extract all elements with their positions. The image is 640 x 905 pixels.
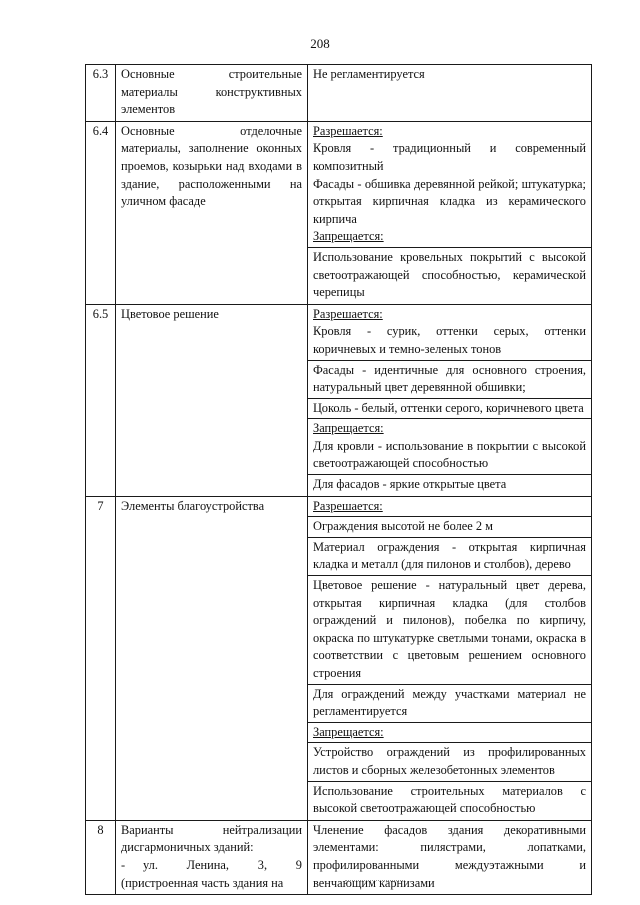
row-number: 7 xyxy=(86,496,116,820)
list-dash: - xyxy=(121,857,126,872)
allowed-heading: Разрешается: xyxy=(313,306,383,321)
requirement-text: Для кровли - использование в покрытии с высокой светоотражающей способностью xyxy=(313,438,586,471)
requirement-divider xyxy=(308,418,592,438)
requirement-text: Кровля - сурик, оттенки серых, оттенки коричневых и темно-зеленых тонов xyxy=(313,324,586,356)
forbidden-heading: Запрещается: xyxy=(313,724,384,739)
element-name: Основные отделочные материалы, заполнение оконных проемов, козырьки над входами в здание, расположенными на уличном фасаде xyxy=(116,121,308,304)
requirements-cell xyxy=(308,820,592,894)
requirement-divider xyxy=(308,360,592,397)
requirement-text: Не регламентируется xyxy=(313,67,425,81)
allowed-heading: Разрешается: xyxy=(313,498,383,513)
requirement-text: Фасады - идентичные для основного строения, натуральный цвет деревянной обшивки; xyxy=(313,362,586,395)
requirement-divider xyxy=(308,742,592,779)
element-name xyxy=(116,820,308,894)
requirement-divider xyxy=(308,247,592,302)
requirements-cell xyxy=(308,496,592,820)
element-name: Элементы благоустройства xyxy=(116,496,308,820)
requirement-divider xyxy=(308,537,592,574)
requirement-text: Устройство ограждений из профилированных листов и сборных железобетонных элементов xyxy=(313,745,586,777)
requirement-divider xyxy=(308,684,592,721)
row-number: 6.4 xyxy=(86,121,116,304)
requirement-text: Цветовое решение - натуральный цвет дерева, открытая кирпичная кладка (для столбов ограждений и пилонов), побелка по кирпичу, окраска по штукатурке светлыми тонами, окраска в соответствии с цветовым решением основного строения xyxy=(313,578,586,680)
table-row xyxy=(86,65,592,122)
element-name-line xyxy=(121,857,302,892)
requirement-text: Ограждения высотой не более 2 м xyxy=(313,519,494,534)
element-name-text: ул. Ленина, 3, 9 (пристроенная часть здания на xyxy=(121,857,302,890)
table-row xyxy=(86,496,592,820)
requirement-divider xyxy=(308,575,592,683)
row-number: 6.5 xyxy=(86,304,116,496)
requirement-text: Кровля - традиционный и современный композитный xyxy=(313,141,586,173)
element-name-line: Варианты нейтрализации дисгармоничных зданий: xyxy=(121,822,302,855)
requirement-divider xyxy=(308,474,592,494)
page-number: 208 xyxy=(310,36,330,51)
requirements-cell xyxy=(308,304,592,496)
allowed-heading: Разрешается: xyxy=(313,123,383,138)
requirement-text: Для фасадов - яркие открытые цвета xyxy=(313,477,507,492)
forbidden-heading: Запрещается: xyxy=(313,421,384,436)
regulations-table xyxy=(85,64,592,895)
requirement-text: Цоколь - белый, оттенки серого, коричневого цвета xyxy=(313,400,584,415)
requirements-cell xyxy=(308,121,592,304)
requirement-divider xyxy=(308,398,592,418)
table-row xyxy=(86,304,592,496)
element-name: Основные строительные материалы конструктивных элементов xyxy=(116,65,308,122)
element-name: Цветовое решение xyxy=(116,304,308,496)
bottom-dotted-mark xyxy=(345,880,405,882)
table-row xyxy=(86,121,592,304)
requirement-text: Членение фасадов здания декоративными элементами: пилястрами, лопатками, профилированными междуэтажными и венчающим карнизами xyxy=(313,822,586,890)
requirement-text: Фасады - обшивка деревянной рейкой; штукатурка; открытая кирпичная кладка из керамического кирпича xyxy=(313,176,586,226)
requirement-text: Использование кровельных покрытий с высокой светоотражающей способностью, керамической черепицы xyxy=(313,249,586,300)
requirement-divider xyxy=(308,516,592,536)
requirement-divider xyxy=(308,781,592,818)
row-number: 8 xyxy=(86,820,116,894)
forbidden-heading: Запрещается: xyxy=(313,229,384,244)
requirement-divider xyxy=(308,722,592,742)
requirement-text: Использование строительных материалов с высокой светоотражающей способностью xyxy=(313,783,586,816)
table-row xyxy=(86,820,592,894)
requirements-cell xyxy=(308,65,592,122)
requirement-text: Материал ограждения - открытая кирпичная кладка и металл (для пилонов и столбов), дерево xyxy=(313,539,586,572)
row-number: 6.3 xyxy=(86,65,116,122)
requirement-text: Для ограждений между участками материал не регламентируется xyxy=(313,686,586,719)
